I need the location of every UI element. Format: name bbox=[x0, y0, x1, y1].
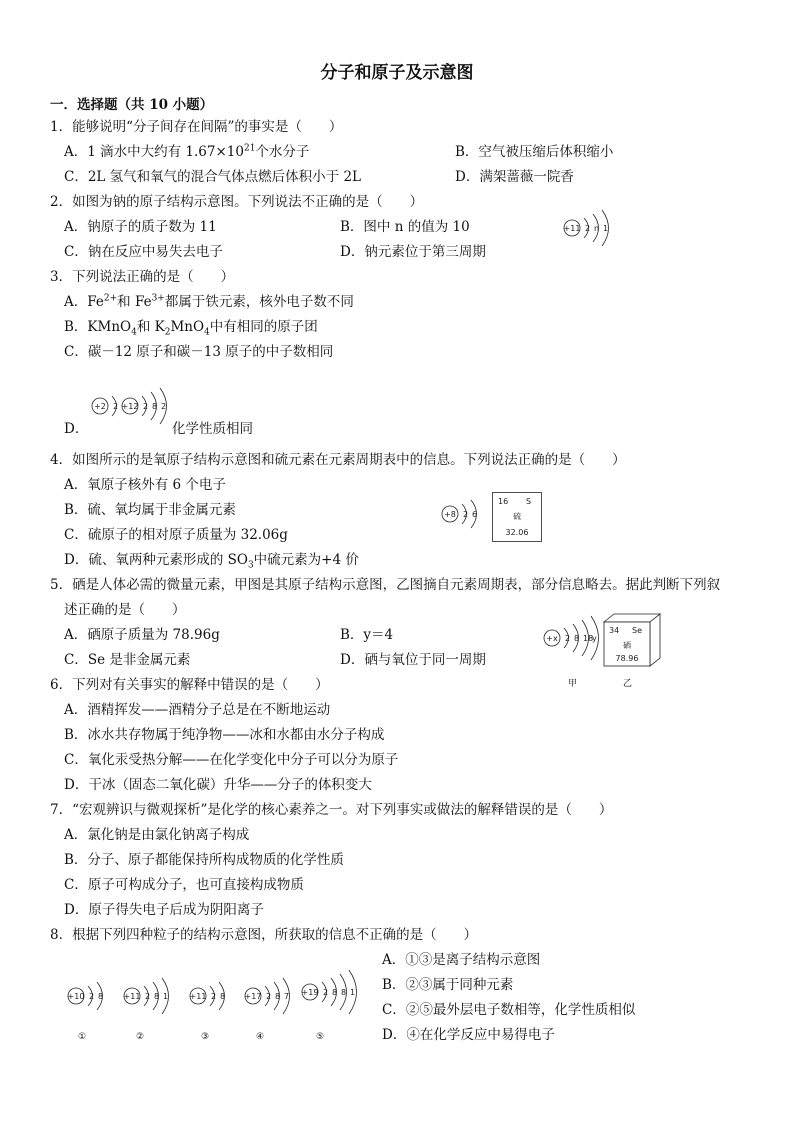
q1-option-c: C．2L 氢气和氧气的混合气体点燃后体积小于 2L bbox=[64, 169, 362, 185]
shell-electron-count: 2 bbox=[113, 402, 119, 411]
shell-electron-count: 2 bbox=[266, 992, 272, 1001]
q8-option-c: C．②⑤最外层电子数相等，化学性质相似 bbox=[382, 1002, 636, 1018]
shell-electron-count: 1 bbox=[603, 224, 609, 233]
nucleus-charge: +10 bbox=[67, 992, 85, 1001]
q8-option-b: B．②③属于同种元素 bbox=[382, 977, 514, 993]
q3-option-a: A．$Fe^{2+}$和 $Fe^{3+}$都属于铁元素，核外电子数不同 bbox=[64, 293, 354, 310]
q4-option-c: C．硫原子的相对原子质量为 32.06g bbox=[64, 527, 288, 543]
q1-option-b: B．空气被压缩后体积缩小 bbox=[455, 144, 614, 160]
nucleus-charge: +12 bbox=[121, 402, 139, 411]
shell-electron-count: 1 bbox=[350, 988, 356, 997]
q8-option-d: D．④在化学反应中易得电子 bbox=[382, 1027, 555, 1043]
particle-diagram-4 bbox=[243, 966, 303, 1026]
nucleus-charge: +2 bbox=[94, 402, 106, 411]
particle-label-1: ① bbox=[78, 1032, 87, 1042]
q8-option-a: A．①③是离子结构示意图 bbox=[382, 952, 541, 968]
particle-label-5: ⑤ bbox=[316, 1032, 325, 1042]
q2-option-b: B．图中 n 的值为 10 bbox=[340, 219, 470, 235]
element-symbol: Se bbox=[632, 626, 642, 635]
oxygen-atom-diagram bbox=[440, 484, 500, 544]
shell-electron-count: 2 bbox=[161, 402, 167, 411]
q6-option-d: D．干冰（固态二氧化碳）升华——分子的体积变大 bbox=[64, 777, 372, 793]
q3-stem: 3．下列说法正确的是（ ） bbox=[50, 269, 235, 285]
shell-electron-count: n bbox=[594, 224, 600, 233]
q2-option-c: C．钠在反应中易失去电子 bbox=[64, 244, 223, 260]
page-title: 分子和原子及示意图 bbox=[320, 63, 474, 83]
q4-option-d: D．硫、氧两种元素形成的 $SO_3$中硫元素为+4 价 bbox=[64, 552, 359, 571]
element-symbol: S bbox=[526, 497, 532, 506]
q7-option-c: C．原子可构成分子，也可直接构成物质 bbox=[64, 877, 304, 893]
q2-option-a: A．钠原子的质子数为 11 bbox=[64, 219, 217, 235]
nucleus-charge: +17 bbox=[244, 992, 262, 1001]
shell-electron-count: 8 bbox=[341, 988, 347, 997]
q5-option-a: A．硒原子质量为 78.96g bbox=[64, 627, 220, 643]
shell-electron-count: 2 bbox=[585, 224, 591, 233]
shell-electron-count: 2 bbox=[145, 992, 151, 1001]
q6-option-c: C．氧化汞受热分解——在化学变化中分子可以分为原子 bbox=[64, 752, 399, 768]
q3-option-d-text: 化学性质相同 bbox=[172, 421, 253, 437]
q1-stem: 1．能够说明“分子间存在间隔”的事实是（ ） bbox=[50, 119, 343, 135]
shell-electron-count: 2 bbox=[565, 634, 571, 643]
particle-label-4: ④ bbox=[256, 1032, 265, 1042]
atomic-number: 16 bbox=[498, 497, 509, 506]
atomic-mass: 78.96 bbox=[615, 654, 639, 663]
selenium-periodic-cell bbox=[602, 612, 662, 668]
atomic-number: 34 bbox=[609, 626, 620, 635]
q3-option-b: B．KMnO$_4$和 $K_2MnO_4$中有相同的原子团 bbox=[64, 319, 318, 338]
shell-electron-count: 8 bbox=[332, 988, 338, 997]
caption-yi: 乙 bbox=[623, 679, 633, 689]
particle-diagram-2 bbox=[122, 966, 182, 1026]
shell-electron-count: 2 bbox=[89, 992, 95, 1001]
shell-electron-count: 2 bbox=[323, 988, 329, 997]
nucleus-charge: +8 bbox=[444, 510, 456, 519]
shell-electron-count: 8 bbox=[154, 992, 160, 1001]
q5-option-c: C．Se 是非金属元素 bbox=[64, 652, 191, 668]
element-name: 硒 bbox=[623, 641, 631, 650]
q5-option-d: D．硒与氧位于同一周期 bbox=[340, 652, 486, 668]
q5-stem-line1: 5．硒是人体必需的微量元素，甲图是其原子结构示意图，乙图摘自元素周期表，部分信息略去。据此判断下列叙 bbox=[50, 577, 721, 593]
section-heading: 一．选择题（共 10 小题） bbox=[50, 97, 214, 113]
shell-electron-count: 8 bbox=[275, 992, 281, 1001]
q7-stem: 7．“宏观辨识与微观探析”是化学的核心素养之一。对下列事实或做法的解释错误的是（ ） bbox=[50, 802, 613, 818]
shell-electron-count: 8 bbox=[98, 992, 104, 1001]
sulfur-periodic-cell bbox=[492, 492, 542, 542]
shell-electron-count: 7 bbox=[284, 992, 290, 1001]
shell-electron-count: 18 bbox=[583, 634, 594, 643]
q2-stem: 2．如图为钠的原子结构示意图。下列说法不正确的是（ ） bbox=[50, 194, 424, 210]
q5-stem-line2: 述正确的是（ ） bbox=[64, 602, 186, 618]
atomic-mass: 32.06 bbox=[505, 528, 529, 537]
q3-option-d-label: D． bbox=[64, 421, 89, 437]
nucleus-charge: +19 bbox=[301, 988, 319, 997]
shell-electron-count: 8 bbox=[152, 402, 158, 411]
q5-option-b: B．y＝4 bbox=[340, 627, 394, 643]
q3-option-c: C．碳－12 原子和碳－13 原子的中子数相同 bbox=[64, 344, 334, 360]
shell-electron-count: 1 bbox=[163, 992, 169, 1001]
q4-option-b: B．硫、氧均属于非金属元素 bbox=[64, 502, 236, 518]
nucleus-charge: +11 bbox=[123, 992, 141, 1001]
shell-electron-count: 2 bbox=[143, 402, 149, 411]
q7-option-a: A．氯化钠是由氯化钠离子构成 bbox=[64, 827, 250, 843]
box-side bbox=[650, 614, 660, 666]
element-name: 硫 bbox=[513, 512, 521, 521]
nucleus-charge: +11 bbox=[563, 224, 581, 233]
q4-stem: 4．如图所示的是氧原子结构示意图和硫元素在元素周期表中的信息。下列说法正确的是（ ） bbox=[50, 452, 626, 468]
q6-stem: 6．下列对有关事实的解释中错误的是（ ） bbox=[50, 677, 329, 693]
q8-stem: 8．根据下列四种粒子的结构示意图，所获取的信息不正确的是（ ） bbox=[50, 927, 478, 943]
shell-electron-count: 8 bbox=[574, 634, 580, 643]
q4-option-a: A．氧原子核外有 6 个电子 bbox=[64, 477, 226, 493]
nucleus-charge: +11 bbox=[189, 992, 207, 1001]
caption-jia: 甲 bbox=[568, 679, 578, 689]
q1-option-a: A．1 滴水中大约有 $1.67\times 10^{21}$个水分子 bbox=[64, 143, 310, 160]
particle-diagram-5 bbox=[300, 958, 372, 1026]
particle-diagram-1 bbox=[66, 966, 122, 1026]
particle-diagram-3 bbox=[188, 966, 244, 1026]
q6-option-a: A．酒精挥发——酒精分子总是在不断地运动 bbox=[64, 702, 331, 718]
nucleus-charge: +x bbox=[546, 634, 558, 643]
shell-electron-count: 6 bbox=[472, 510, 478, 519]
shell-electron-count: y bbox=[592, 634, 597, 643]
shell-electron-count: 8 bbox=[220, 992, 226, 1001]
shell-electron-count: 2 bbox=[463, 510, 469, 519]
particle-label-2: ② bbox=[136, 1032, 145, 1042]
q7-option-b: B．分子、原子都能保持所构成物质的化学性质 bbox=[64, 852, 344, 868]
q7-option-d: D．原子得失电子后成为阴阳离子 bbox=[64, 902, 264, 918]
q6-option-b: B．冰水共存物属于纯净物——冰和水都由水分子构成 bbox=[64, 727, 385, 743]
q1-option-d: D．满架蔷薇一院香 bbox=[455, 169, 574, 185]
sodium-atom-diagram bbox=[562, 198, 652, 258]
shell-electron-count: 2 bbox=[211, 992, 217, 1001]
q2-option-d: D．钠元素位于第三周期 bbox=[340, 244, 486, 260]
particle-label-3: ③ bbox=[201, 1032, 210, 1042]
